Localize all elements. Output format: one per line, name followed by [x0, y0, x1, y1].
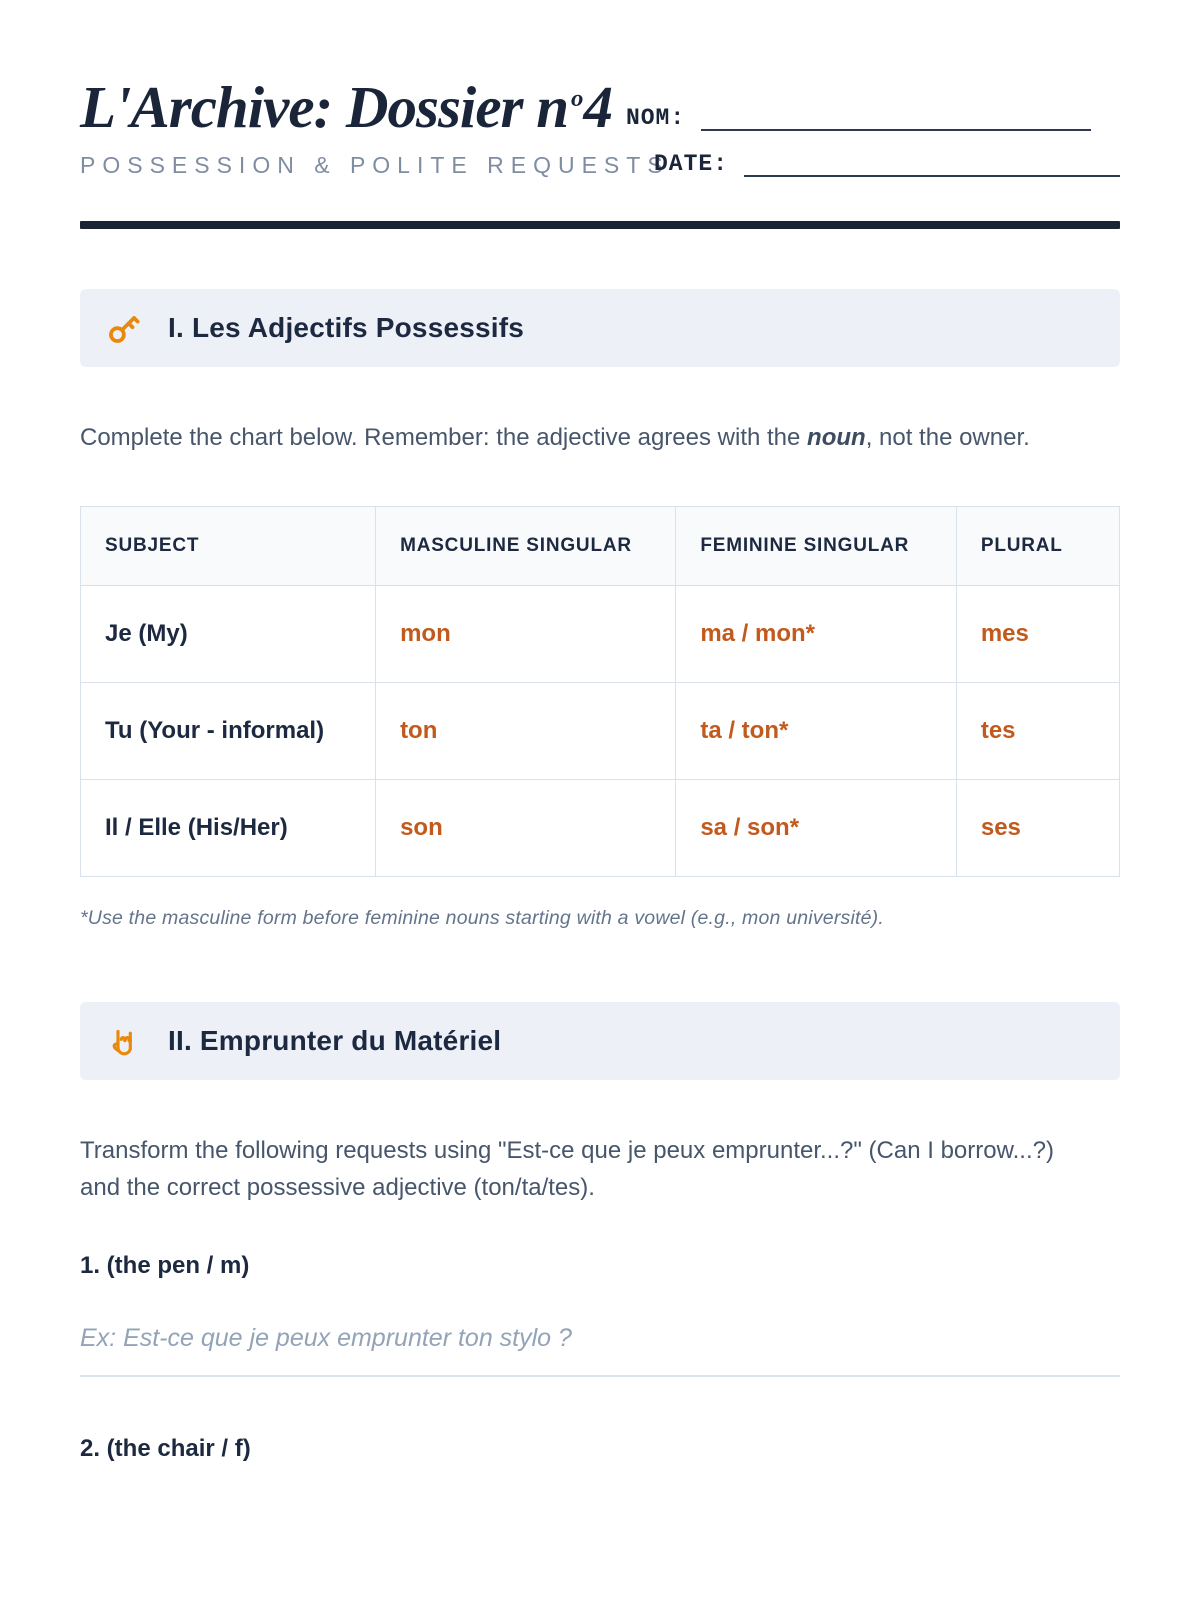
col-header-masculine-singular: MASCULINE SINGULAR	[376, 507, 676, 586]
section1-intro	[80, 419, 1100, 456]
row-tu-plural: tes	[956, 682, 1119, 779]
row-je-feminine: ma / mon*	[676, 585, 957, 682]
row-il-elle-subject: Il / Elle (His/Her)	[81, 779, 376, 876]
table-header-row	[81, 507, 1120, 586]
subtitle: POSSESSION & POLITE REQUESTS	[80, 152, 670, 178]
row-je-masculine: mon	[376, 585, 676, 682]
possessive-adjectives-table	[80, 506, 1120, 877]
row-il-elle-plural: ses	[956, 779, 1119, 876]
row-tu-feminine: ta / ton*	[676, 682, 957, 779]
question-1-answer-blank[interactable]: Ex: Est-ce que je peux emprunter ton stylo ?	[80, 1324, 1120, 1377]
title-text: L'Archive: Dossier n	[80, 74, 569, 140]
intro-bold-word: noun	[807, 424, 866, 451]
date-blank-line[interactable]	[744, 151, 1120, 177]
table-footnote: *Use the masculine form before feminine nouns starting with a vowel (e.g., mon université).	[80, 906, 884, 929]
page-title	[80, 74, 612, 140]
section2-banner	[80, 1002, 1120, 1080]
col-header-subject: SUBJECT	[81, 507, 376, 586]
row-tu-subject: Tu (Your - informal)	[81, 682, 376, 779]
table-row	[81, 779, 1120, 876]
row-je-subject: Je (My)	[81, 585, 376, 682]
row-il-elle-feminine: sa / son*	[676, 779, 957, 876]
section1-title: I. Les Adjectifs Possessifs	[168, 312, 525, 343]
intro-text-before: Complete the chart below. Remember: the adjective agrees with the	[80, 424, 808, 451]
title-number: 4	[583, 74, 612, 140]
question-1-label: 1. (the pen / m)	[80, 1252, 250, 1280]
section2-title: II. Emprunter du Matériel	[168, 1024, 502, 1056]
header-divider	[80, 221, 1120, 229]
row-il-elle-masculine: son	[376, 779, 676, 876]
header	[80, 74, 1120, 229]
hand-horns-icon	[106, 1023, 142, 1059]
col-header-feminine-singular: FEMININE SINGULAR	[676, 507, 957, 586]
nom-field	[626, 105, 1091, 131]
title-ordinal: o	[571, 85, 583, 113]
section1-banner	[80, 289, 1120, 367]
key-icon	[106, 310, 142, 346]
date-label: DATE:	[654, 151, 729, 177]
col-header-plural: PLURAL	[956, 507, 1119, 586]
nom-label: NOM:	[625, 105, 686, 131]
question-2-label: 2. (the chair / f)	[80, 1435, 251, 1463]
table-row	[81, 585, 1120, 682]
row-tu-masculine: ton	[376, 682, 676, 779]
section2-intro: Transform the following requests using "Est-ce que je peux emprunter...?" (Can I borrow...?) and the correct possessive adjective (ton/ta/tes).	[80, 1136, 1054, 1201]
date-field	[654, 151, 1120, 177]
row-je-plural: mes	[956, 585, 1119, 682]
intro-text-after: , not the owner.	[865, 424, 1030, 451]
nom-blank-line[interactable]	[701, 105, 1091, 131]
table-row	[81, 682, 1120, 779]
